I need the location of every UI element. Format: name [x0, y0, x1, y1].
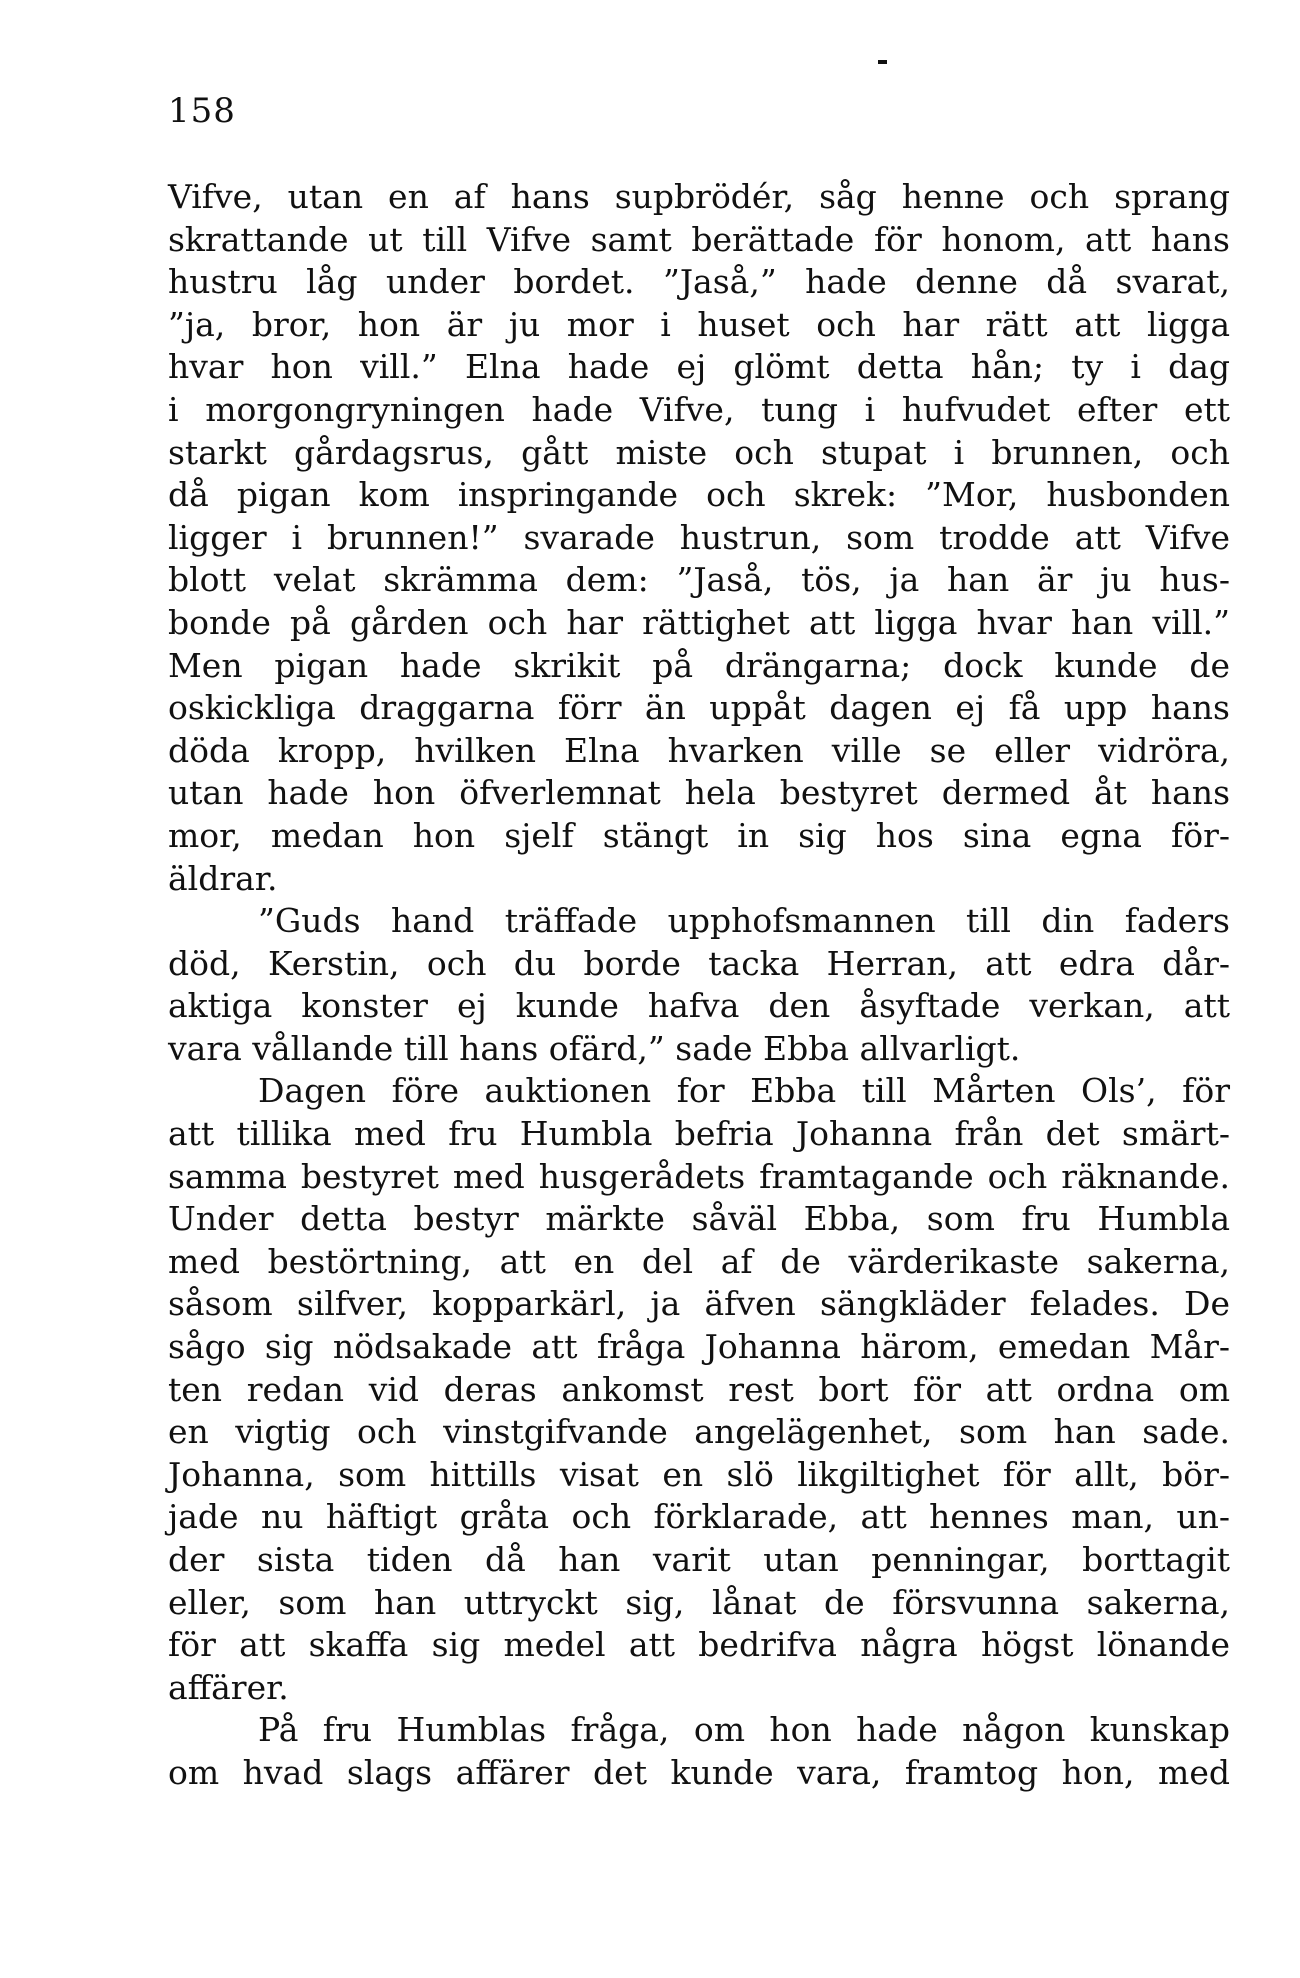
text-line: der sista tiden då han varit utan penningar, borttagit	[168, 1540, 1230, 1579]
text-line: i morgongryningen hade Vifve, tung i hufvudet efter ett	[168, 389, 1230, 429]
text-line: mor, medan hon sjelf stängt in sig hos sina egna för-	[168, 815, 1230, 855]
text-line: med bestörtning, att en del af de värderikaste sakerna,	[168, 1241, 1230, 1281]
text-line: affärer.	[168, 1667, 289, 1707]
print-mark	[878, 60, 887, 64]
text-line: starkt gårdagsrus, gått miste och stupat i brunnen, och	[168, 432, 1230, 472]
text-line: hustru låg under bordet. ”Jaså,” hade denne då svarat,	[168, 262, 1230, 302]
text-line: en vigtig och vinstgifvande angelägenhet, som han sade.	[168, 1412, 1230, 1452]
text-line: oskickliga draggarna förr än uppåt dagen ej få upp hans	[168, 688, 1230, 728]
text-line: ”ja, bror, hon är ju mor i huset och har rätt att ligga	[168, 304, 1230, 344]
text-line: samma bestyret med husgerådets framtagande och räknande.	[168, 1156, 1230, 1196]
text-line: hvar hon vill.” Elna hade ej glömt detta hån; ty i dag	[168, 347, 1230, 387]
text-line: skrattande ut till Vifve samt berättade för honom, att hans	[168, 219, 1230, 259]
text-line: då pigan kom inspringande och skrek: ”Mor, husbonden	[168, 475, 1230, 515]
text-line: att tillika med fru Humbla befria Johanna från det smärt-	[168, 1114, 1230, 1154]
text-line: Men pigan hade skrikit på drängarna; dock kunde de	[168, 645, 1230, 685]
text-line: blott velat skrämma dem: ”Jaså, tös, ja han är ju hus-	[168, 560, 1230, 600]
text-line: döda kropp, hvilken Elna hvarken ville se eller vidröra,	[168, 730, 1230, 770]
text-line: vara vållande till hans ofärd,” sade Ebba allvarligt.	[168, 1028, 1021, 1068]
text-line: för att skaffa sig medel att bedrifva några högst lönande	[168, 1625, 1230, 1665]
text-line: eller, som han uttryckt sig, lånat de försvunna sakerna,	[168, 1582, 1230, 1622]
text-line: Johanna, som hittills visat en slö likgiltighet för allt, bör-	[168, 1454, 1230, 1494]
text-line: såsom silfver, kopparkärl, ja äfven sängkläder felades. De	[168, 1284, 1230, 1324]
text-line: aktiga konster ej kunde hafva den åsyftade verkan, att	[168, 986, 1230, 1026]
text-line: ”Guds hand träffade upphofsmannen till din faders	[258, 901, 1230, 941]
text-line: sågo sig nödsakade att fråga Johanna härom, emedan Mår-	[168, 1327, 1230, 1367]
text-line: På fru Humblas fråga, om hon hade någon kunskap	[258, 1710, 1230, 1750]
text-line: jade nu häftigt gråta och förklarade, att hennes man, un-	[168, 1497, 1230, 1537]
page-number: 158	[168, 91, 236, 131]
text-line: död, Kerstin, och du borde tacka Herran, att edra dår-	[168, 943, 1230, 983]
text-line: ten redan vid deras ankomst rest bort för att ordna om	[168, 1369, 1230, 1409]
body-text	[168, 176, 1230, 1795]
text-line: bonde på gården och har rättighet att ligga hvar han vill.”	[168, 602, 1230, 642]
text-line: äldrar.	[168, 858, 278, 898]
text-line: om hvad slags affärer det kunde vara, framtog hon, med	[168, 1752, 1230, 1792]
text-line: utan hade hon öfverlemnat hela bestyret dermed åt hans	[168, 773, 1230, 813]
text-line: Dagen före auktionen for Ebba till Mårten Ols’, för	[258, 1071, 1230, 1111]
text-line: Vifve, utan en af hans supbrödér, såg henne och sprang	[168, 177, 1230, 216]
text-line: Under detta bestyr märkte såväl Ebba, som fru Humbla	[168, 1199, 1230, 1239]
text-line: ligger i brunnen!” svarade hustrun, som trodde att Vifve	[168, 517, 1230, 557]
